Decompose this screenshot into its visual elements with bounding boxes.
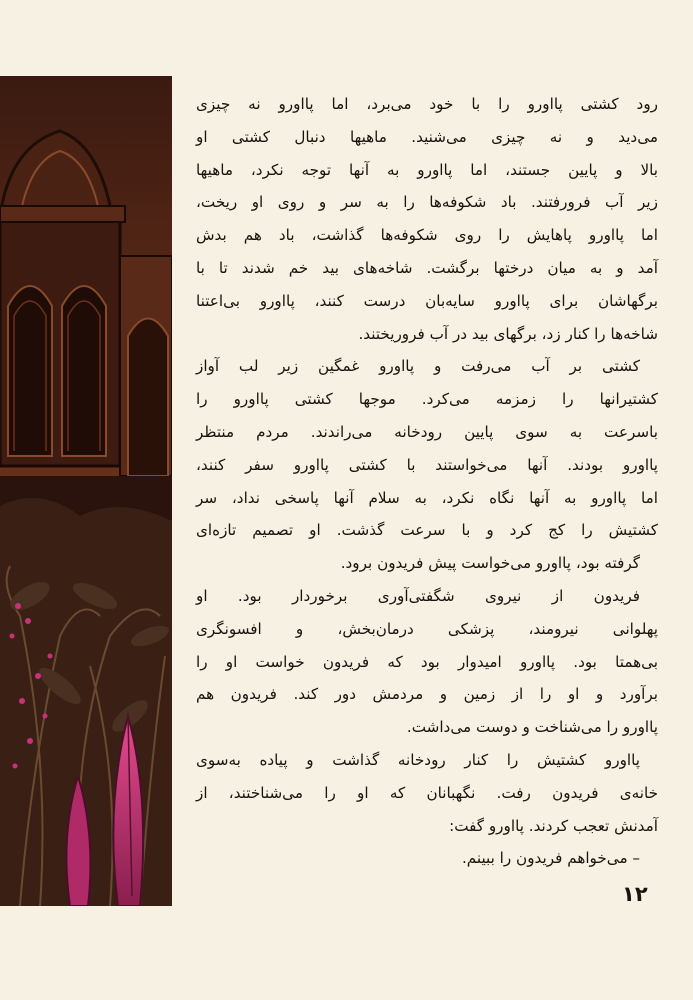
- text-line: اما پااورو به آنها نگاه نکرد، به سلام آنها پاسخی نداد، سر: [196, 488, 658, 507]
- paragraph-1: [196, 88, 658, 350]
- paragraph-4: [196, 744, 658, 875]
- text-line: برگهاشان برای پااورو سایه‌بان درست کنند، پااورو بی‌اعتنا: [196, 291, 658, 310]
- text-line: شاخه‌ها را کنار زد، برگهای بید در آب فروریختند.: [358, 324, 658, 343]
- text-line: برآورد و او را از زمین و مردمش دور کند. فریدون هم: [196, 685, 658, 704]
- dialogue-line: – می‌خواهم فریدون را ببینم.: [461, 849, 640, 868]
- page-number: ۱۲: [622, 882, 648, 906]
- text-line: کشتی بر آب می‌رفت و پااورو غمگین زیر لب آواز: [196, 357, 640, 376]
- text-line: کشتیش را کج کرد و با سرعت گذشت. او تصمیم تازه‌ای: [196, 521, 658, 540]
- text-line: بالا و پایین جستند، اما پااورو به آنها توجه نکرد، ماهیها: [196, 160, 658, 179]
- text-line: می‌دید و نه چیزی می‌شنید. ماهیها دنبال کشتی او: [196, 127, 658, 146]
- paragraph-3: [196, 580, 658, 744]
- text-line: رود کشتی پااورو را با خود می‌برد، اما پااورو نه چیزی: [196, 95, 658, 113]
- text-line: خانه‌ی فریدون رفت. نگهبانان که او را می‌شناختند، از: [196, 783, 658, 802]
- text-line: آمدنش تعجب کردند. پااورو گفت:: [449, 816, 658, 835]
- arched-building-with-garden-icon: [0, 76, 172, 906]
- text-line: گرفته بود، پااورو می‌خواست پیش فریدون برود.: [340, 554, 640, 573]
- text-line: پااورو را می‌شناخت و دوست می‌داشت.: [406, 718, 658, 737]
- text-line: پااورو کشتیش را کنار رودخانه گذاشت و پیاده به‌سوی: [196, 750, 640, 769]
- text-line: کشتیرانها را زمزمه می‌کرد. موجها کشتی پااورو را: [196, 390, 658, 409]
- paragraph-2: [196, 350, 658, 580]
- page-illustration: [0, 76, 172, 906]
- text-line: فریدون از نیروی شگفتی‌آوری برخوردار بود. او: [196, 586, 640, 605]
- story-text: [196, 88, 658, 875]
- text-line: اما پااورو پاهایش را روی شکوفه‌ها گذاشت، باد هم بدش: [196, 226, 658, 245]
- text-line: باسرعت به سوی پایین رودخانه می‌راندند. مردم منتظر: [196, 422, 658, 441]
- text-line: آمد و به میان درختها برگشت. شاخه‌های بید خم شدند تا با: [196, 258, 658, 277]
- text-line: بی‌همتا بود. پااورو امیدوار بود که فریدون خواست او را: [196, 652, 658, 671]
- text-line: زیر آب فرورفتند. باد شکوفه‌ها را به سر و روی او ریخت،: [196, 193, 658, 212]
- text-line: پهلوانی نیرومند، پزشکی درمان‌بخش، و افسونگری: [196, 619, 658, 638]
- text-line: پااورو بودند. آنها می‌خواستند با کشتی پااورو سفر کنند،: [196, 455, 658, 474]
